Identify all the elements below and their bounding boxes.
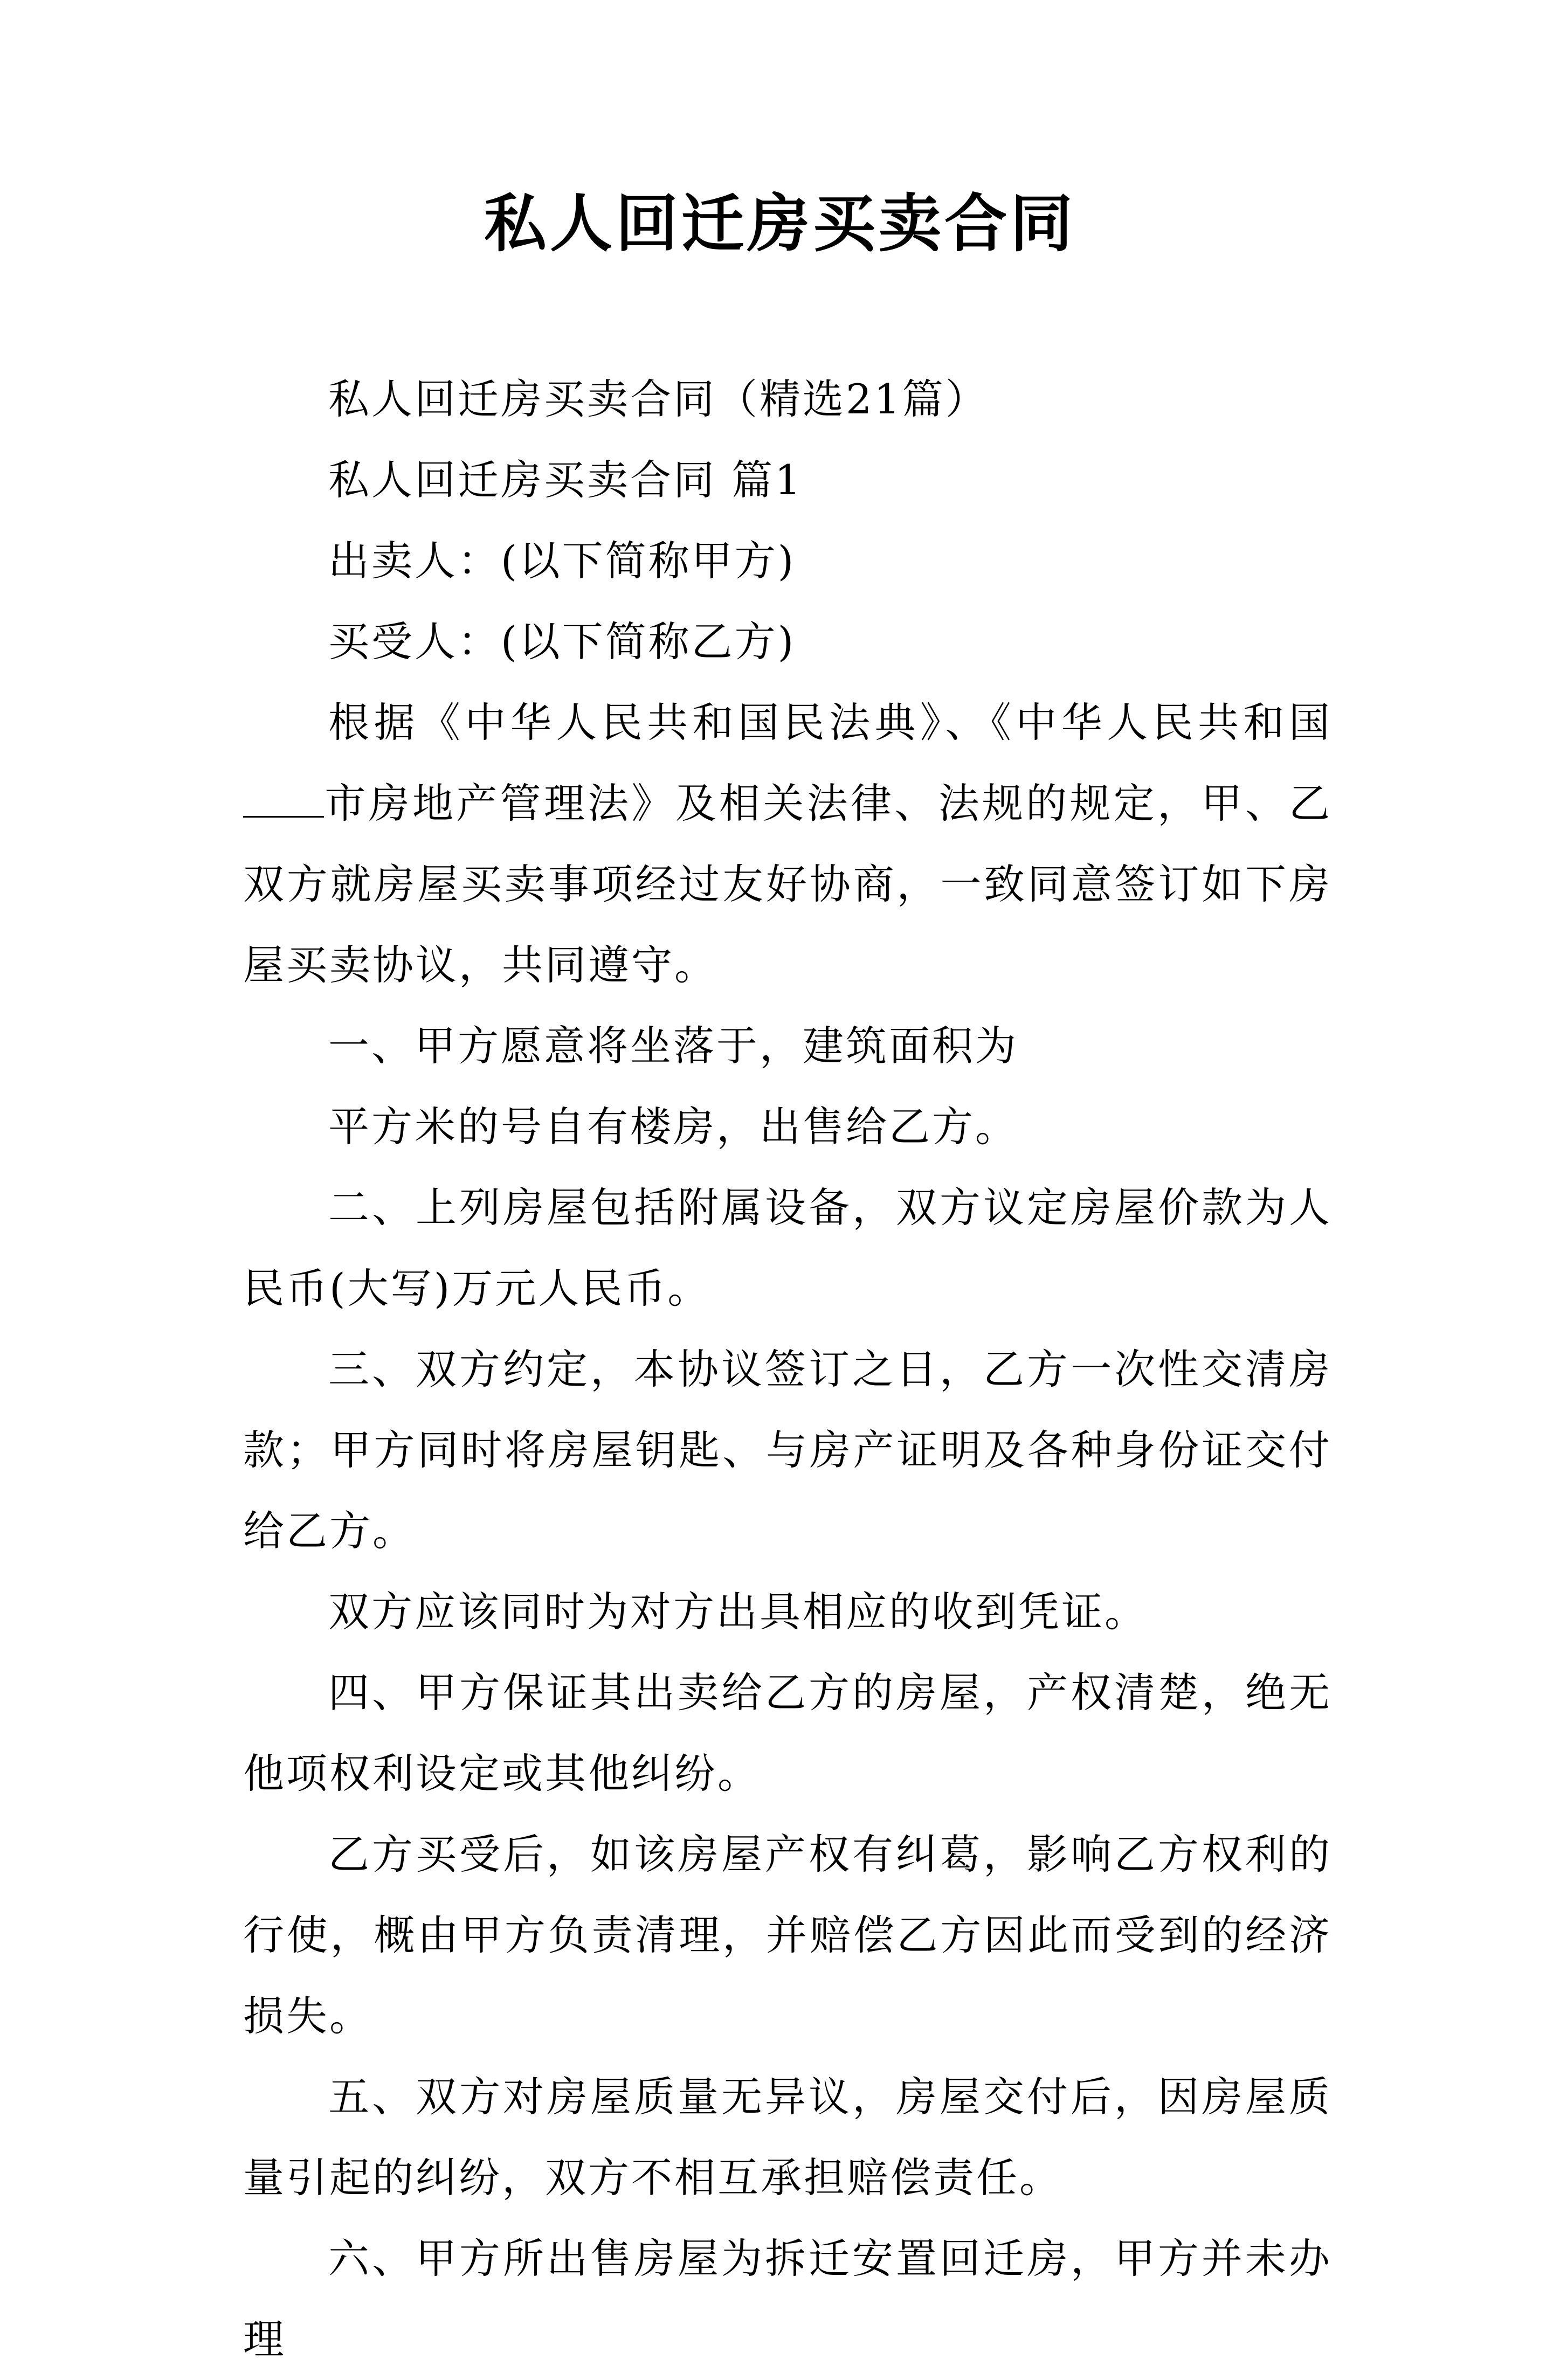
paragraph-buyer: 买受人：(以下简称乙方) [328, 618, 796, 666]
paragraph-clause-3: 三、双方约定，本协议签订之日，乙方一次性交清房款；甲方同时将房屋钥匙、与房产证明及各种身份证交付给乙方。 [243, 1345, 1332, 1555]
paragraph-clause-5: 五、双方对房屋质量无异议，房屋交付后，因房屋质量引起的纠纷，双方不相互承担赔偿责任。 [243, 2073, 1332, 2202]
paragraph-seller: 出卖人：(以下简称甲方) [328, 537, 796, 585]
paragraph-clause-3-receipt: 双方应该同时为对方出具相应的收到凭证。 [328, 1588, 1148, 1636]
paragraph-clause-2: 二、上列房屋包括附属设备，双方议定房屋价款为人民币(大写)万元人民币。 [243, 1184, 1332, 1312]
fill-blank-line [243, 778, 324, 818]
legal-basis-part1: 根据《中华人民共和国民法典》、《中华人民共和国 [328, 698, 1332, 746]
legal-basis-part2: 市房地产管理法》及相关法律、法规的规定，甲、乙双方就房屋买卖事项经过友好协商，一致同意签订如下房屋买卖协议，共同遵守。 [243, 779, 1332, 989]
paragraph-collection-title: 私人回迁房买卖合同（精选21篇） [328, 375, 989, 423]
paragraph-legal-basis [243, 682, 1332, 1006]
paragraph-clause-1-cont: 平方米的号自有楼房，出售给乙方。 [328, 1103, 1018, 1151]
paragraph-chapter-heading: 私人回迁房买卖合同 篇1 [328, 456, 803, 504]
paragraph-clause-1: 一、甲方愿意将坐落于，建筑面积为 [328, 1022, 1018, 1070]
paragraph-clause-4: 四、甲方保证其出卖给乙方的房屋，产权清楚，绝无他项权利设定或其他纠纷。 [243, 1669, 1332, 1797]
paragraph-clause-6: 六、甲方所出售房屋为拆迁安置回迁房，甲方并未办理 [243, 2234, 1332, 2363]
document-title: 私人回迁房买卖合同 [484, 187, 1076, 260]
document-body [243, 359, 1332, 2380]
paragraph-clause-4-cont: 乙方买受后，如该房屋产权有纠葛，影响乙方权利的行使，概由甲方负责清理，并赔偿乙方因此而受到的经济损失。 [243, 1830, 1332, 2040]
